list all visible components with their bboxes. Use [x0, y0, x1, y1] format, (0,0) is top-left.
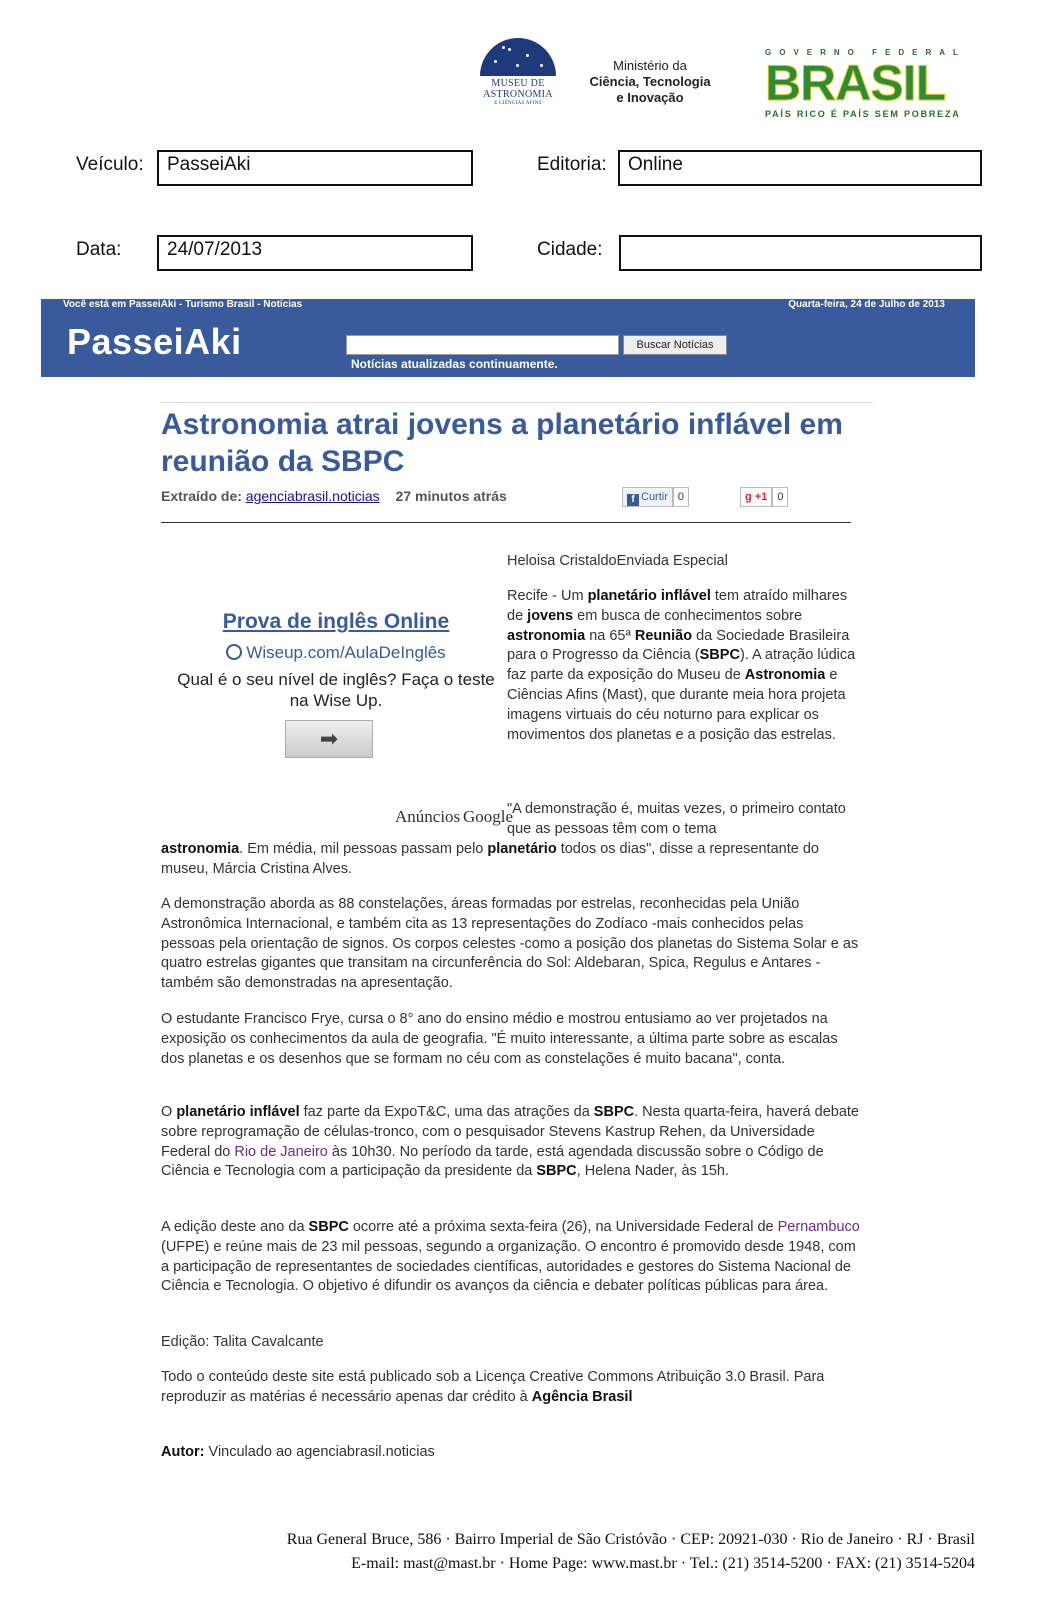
dome-graphic	[480, 38, 556, 76]
arrow-right-icon: ➡	[319, 726, 339, 751]
veiculo-field[interactable]: PasseiAki	[157, 150, 473, 186]
time-ago: 27 minutos atrás	[395, 488, 507, 504]
data-label: Data:	[76, 239, 122, 260]
editoria-field[interactable]: Online	[618, 150, 982, 186]
ad-title-link[interactable]: Prova de inglês Online	[222, 610, 450, 633]
governo-federal-logo: GOVERNO FEDERAL BRASIL PAÍS RICO É PAÍS SEM POBREZA	[765, 48, 966, 119]
search-button[interactable]: Buscar Notícias	[623, 335, 727, 355]
search-input[interactable]	[346, 335, 619, 355]
data-field[interactable]: 24/07/2013	[157, 235, 473, 271]
facebook-like-button[interactable]: f Curtir	[622, 487, 673, 507]
cidade-label: Cidade:	[537, 239, 603, 260]
byline: Heloisa CristaldoEnviada Especial	[507, 553, 728, 569]
paragraph: Recife - Um planetário inflável tem atraído milhares de jovens em busca de conhecimentos sobre astronomia na 65ª Reunião da Sociedade Brasileira para o Progresso da Ciência (SBPC). A atração lúdica faz parte da exposição do Museu de Astronomia e Ciências Afins (Mast), que durante meia hora projeta imagens virtuais do céu noturno para explicar os movimentos dos planetas e a posição das estrelas.	[507, 588, 856, 743]
veiculo-label: Veículo:	[76, 154, 144, 175]
site-brand[interactable]: PasseiAki	[67, 321, 242, 362]
facebook-like[interactable]	[622, 487, 689, 507]
pernambuco-link[interactable]: Pernambuco	[777, 1219, 860, 1235]
breadcrumb[interactable]: Você está em PasseiAki - Turismo Brasil - Notícias	[63, 299, 303, 310]
footer-contact: E-mail: mast@mast.br · Home Page: www.mast.br · Tel.: (21) 3514-5200 · FAX: (21) 3514-5204	[351, 1555, 975, 1572]
ad-body: Qual é o seu nível de inglês? Faça o teste na Wise Up.	[177, 670, 495, 710]
like-count: 0	[673, 487, 689, 507]
site-tagline: Notícias atualizadas continuamente.	[351, 357, 558, 371]
ad-url-link[interactable]: Wiseup.com/AulaDeInglês	[186, 643, 486, 663]
ads-by-google[interactable]: Anúncios Google	[395, 807, 513, 826]
cidade-field[interactable]	[619, 235, 982, 271]
site-banner	[41, 299, 975, 377]
plus-count: 0	[772, 487, 788, 507]
site-date: Quarta-feira, 24 de Julho de 2013	[788, 299, 945, 310]
paragraph: A edição deste ano da SBPC ocorre até a próxima sexta-feira (26), na Universidade Federal de Pernambuco (UFPE) e reúne mais de 23 mil pessoas, segundo a organização. O encontro é promovido desde 1948, com a participação de representantes de sociedades científicas, autoridades e gestores do Sistema Nacional de Ciência e Tecnologia. O objetivo é difundir os avanços da ciência e debater políticas públicas para área.	[161, 1219, 860, 1295]
source-link[interactable]: agenciabrasil.noticias	[245, 488, 380, 504]
ministerio-logo: Ministério da Ciência, Tecnologia e Inovação	[589, 58, 711, 105]
museu-text: MUSEU DE ASTRONOMIA E CIÊNCIAS AFINS	[483, 78, 553, 106]
paragraph: O estudante Francisco Frye, cursa o 8° ano do ensino médio e mostrou entusiamo ao ver projetados na exposição os conhecimentos da aula de geografia. "É muito interessante, a última parte sobre as escalas dos planetas e os desenhos que se formam no céu com as constelações é muito bacana", conta.	[161, 1011, 838, 1067]
paragraph: astronomia. Em média, mil pessoas passam pelo planetário todos os dias", disse a representante do museu, Márcia Cristina Alves.	[161, 841, 819, 877]
divider	[161, 522, 851, 523]
google-plus-icon: g	[745, 491, 755, 503]
ad-go-button[interactable]	[285, 720, 373, 758]
extracted-label: Extraído de:	[161, 488, 242, 504]
wiseup-icon	[226, 644, 242, 660]
facebook-icon: f	[627, 494, 639, 506]
divider	[161, 402, 873, 403]
article-title: Astronomia atrai jovens a planetário inflável em reunião da SBPC	[161, 408, 843, 478]
editoria-label: Editoria:	[537, 154, 607, 175]
paragraph: A demonstração aborda as 88 constelações, áreas formadas por estrelas, reconhecidas pela União Astronômica Internacional, e também cita as 13 representações do Zodíaco -mais conhecidos pelas pessoas pela orientação de signos. Os corpos celestes -como a posição dos planetas do Sistema Solar e as quatro estrelas gigantes que transitam na circunferência do Sol: Aldebaran, Spica, Regulus e Antares -também são demonstradas na apresentação.	[161, 896, 859, 992]
google-plus[interactable]	[740, 487, 788, 507]
paragraph: "A demonstração é, muitas vezes, o primeiro contato que as pessoas têm com o tema	[507, 801, 846, 837]
footer-address: Rua General Bruce, 586 · Bairro Imperial de São Cristóvão · CEP: 20921-030 · Rio de Janeiro · RJ · Brasil	[286, 1531, 975, 1548]
paragraph: O planetário inflável faz parte da ExpoT&C, uma das atrações da SBPC. Nesta quarta-feira, haverá debate sobre reprogramação de células-tronco, com o pesquisador Stevens Kastrup Rehen, da Universidade Federal do Rio de Janeiro às 10h30. No período da tarde, está agendada discussão sobre o Código de Ciência e Tecnologia com a participação da presidente da SBPC, Helena Nader, às 15h.	[161, 1104, 859, 1180]
license-note: Todo o conteúdo deste site está publicado sob a Licença Creative Commons Atribuição 3.0 Brasil. Para reproduzir as matérias é necessário apenas dar crédito à Agência Brasil	[161, 1369, 825, 1405]
edition-credit: Edição: Talita Cavalcante	[161, 1334, 324, 1350]
museu-astronomia-logo	[478, 38, 558, 114]
google-plus-button[interactable]: g +1	[740, 487, 772, 507]
author-line: Autor: Vinculado ao agenciabrasil.noticias	[161, 1444, 435, 1460]
article-meta	[161, 488, 507, 504]
rio-de-janeiro-link[interactable]: Rio de Janeiro	[234, 1143, 328, 1160]
